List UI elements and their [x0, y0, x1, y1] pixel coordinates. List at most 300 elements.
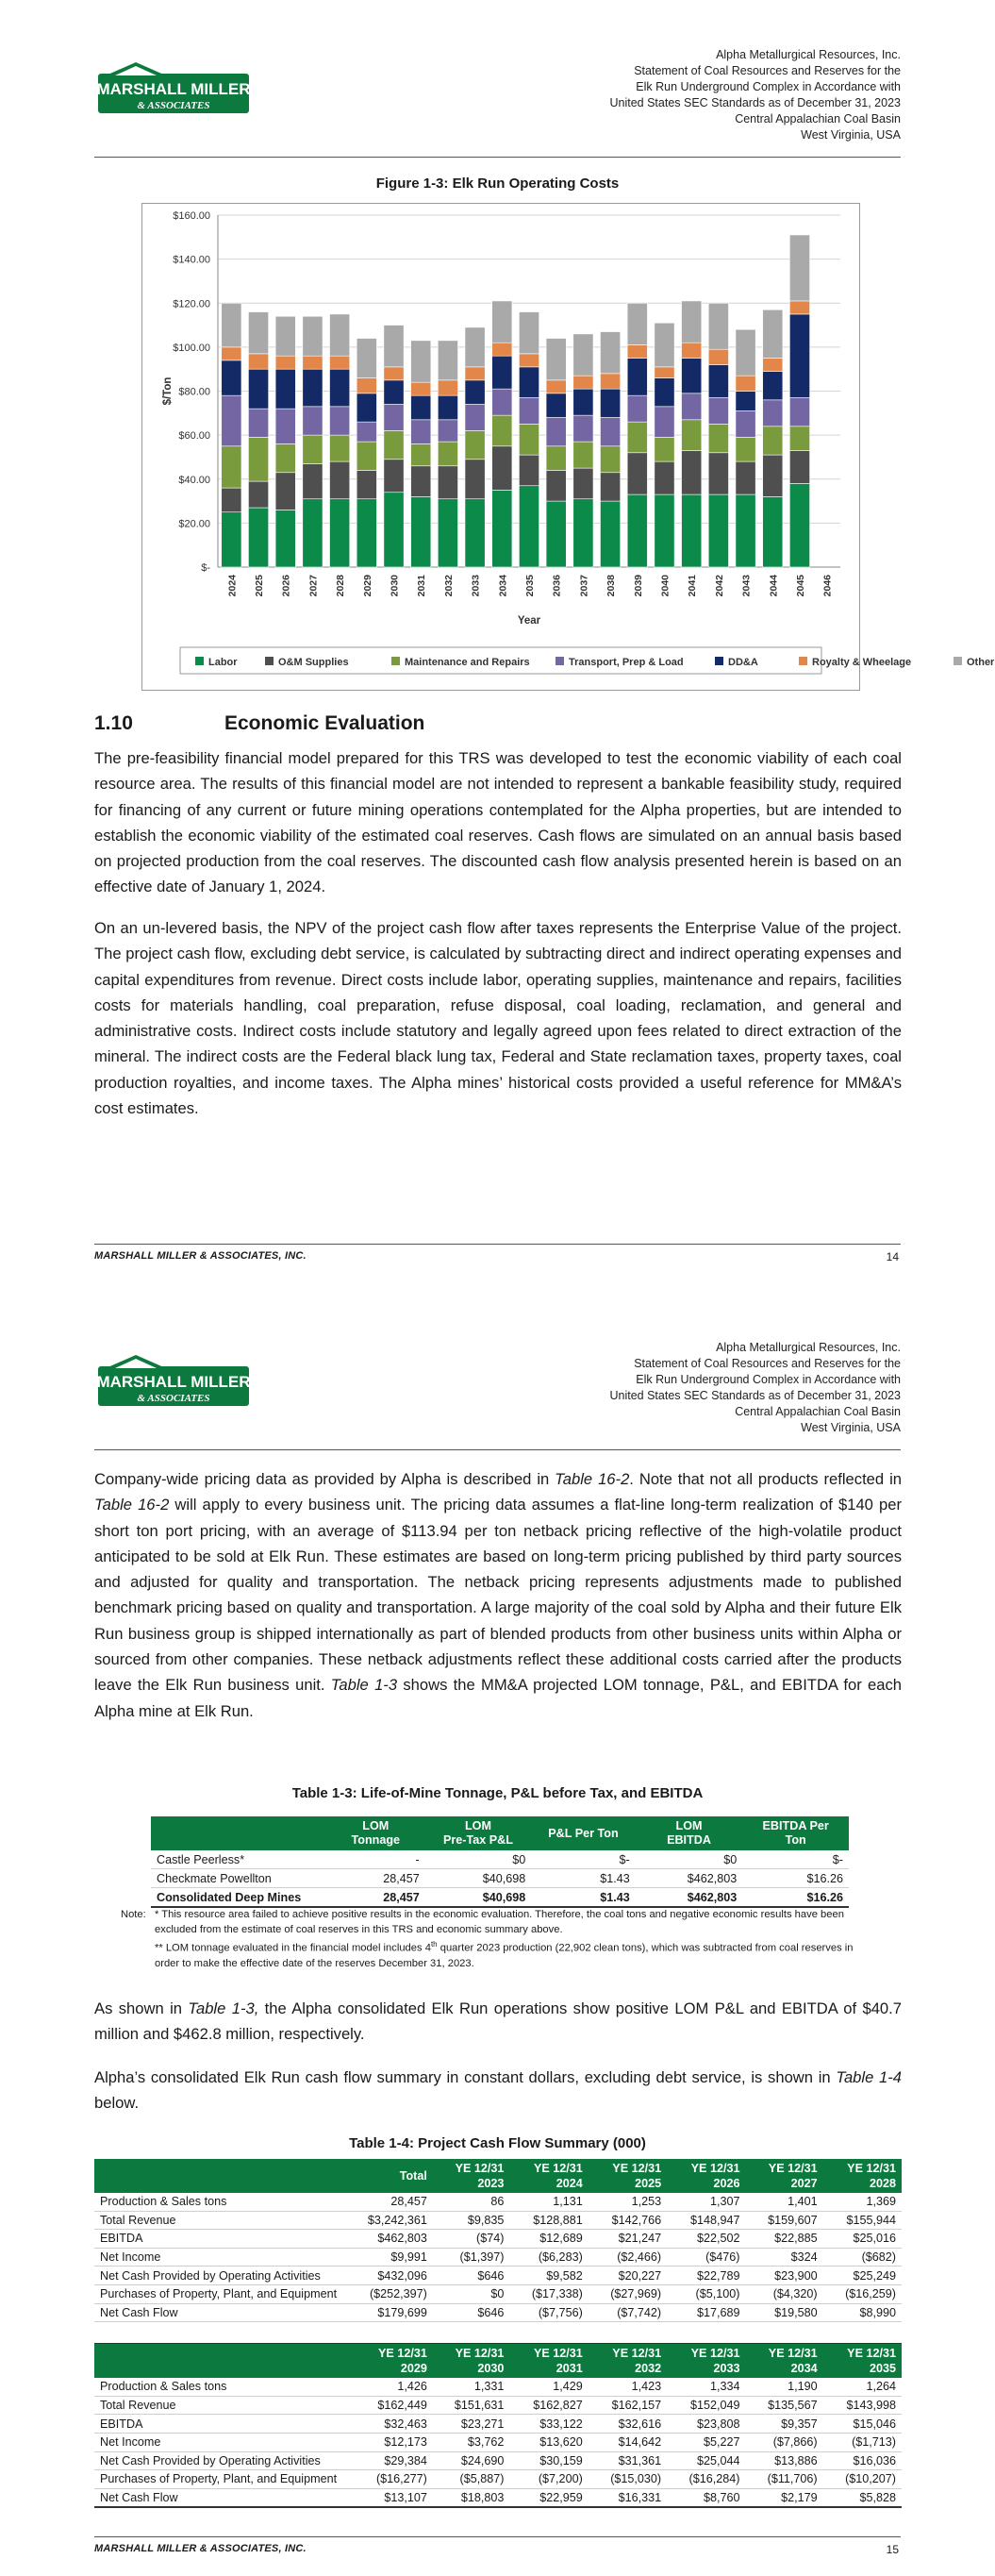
legend-label: Labor — [208, 657, 238, 668]
x-tick-label: 2027 — [307, 575, 320, 597]
bar-segment — [275, 316, 295, 356]
text-run: ** LOM tonnage evaluated in the financial model includes 4 — [155, 1942, 431, 1954]
table-cell: $13,886 — [745, 2451, 822, 2470]
table-cell: $0 — [425, 1850, 532, 1869]
table-cell: $646 — [433, 2303, 510, 2322]
table-cell: ($16,259) — [823, 2284, 902, 2303]
table-cell: ($1,397) — [433, 2248, 510, 2267]
table-cell: $9,357 — [745, 2415, 822, 2434]
x-tick-label: 2043 — [740, 575, 753, 597]
header-line: United States SEC Standards as of December 31, 2023 — [609, 96, 901, 109]
table-cell: 1,331 — [433, 2378, 510, 2396]
bar-segment — [248, 481, 268, 508]
row-label: Production & Sales tons — [94, 2193, 343, 2211]
bar-segment — [682, 343, 702, 358]
table-cell: 86 — [433, 2193, 510, 2211]
x-tick-label: 2035 — [524, 575, 536, 597]
bar-segment — [330, 407, 350, 435]
legend-label: Transport, Prep & Load — [569, 657, 684, 668]
header-line: Statement of Coal Resources and Reserves for the — [634, 64, 901, 77]
bar-segment — [546, 339, 566, 380]
bar-segment — [465, 327, 485, 367]
x-tick-label: 2031 — [416, 575, 428, 597]
bar-segment — [330, 461, 350, 499]
text-run: shows the MM&A projected LOM tonnage, P&L, and EBITDA for each Alpha mine at Elk Run. — [94, 1676, 902, 1720]
page-14 — [0, 0, 995, 1283]
bar-segment — [655, 407, 674, 438]
table-cell: $21,247 — [589, 2230, 667, 2249]
table-cell: $9,582 — [509, 2267, 588, 2285]
bar-segment — [682, 359, 702, 393]
bar-segment — [573, 389, 593, 415]
bar-segment — [546, 393, 566, 418]
row-label: Checkmate Powellton — [151, 1869, 326, 1888]
table-cell: $142,766 — [589, 2211, 667, 2230]
table-cell: $15,046 — [823, 2415, 902, 2434]
table-cell: $22,789 — [667, 2267, 745, 2285]
bar-segment — [248, 437, 268, 481]
paragraph-lom-summary — [94, 1996, 902, 2048]
bar-segment — [438, 395, 457, 420]
x-tick-label: 2029 — [361, 575, 373, 597]
column-header: YE 12/31 2028 — [823, 2159, 902, 2193]
table-cell: $5,828 — [823, 2488, 902, 2507]
y-tick-label: $120.00 — [173, 298, 210, 310]
text-run: As shown in — [94, 1999, 189, 2017]
header-divider — [94, 157, 901, 158]
spacer-cell — [509, 2322, 588, 2344]
column-header: YE 12/31 2025 — [589, 2159, 667, 2193]
table-cell: $1.43 — [531, 1869, 635, 1888]
bar-segment — [303, 463, 323, 498]
bar-segment — [763, 455, 783, 496]
table-cell: $8,760 — [667, 2488, 745, 2507]
table-cell: $646 — [433, 2267, 510, 2285]
bar-segment — [465, 430, 485, 459]
header-divider — [94, 1449, 901, 1450]
bar-segment — [384, 326, 404, 367]
x-tick-label: 2037 — [578, 575, 590, 597]
header-line: West Virginia, USA — [801, 128, 901, 142]
bar-segment — [222, 488, 241, 512]
bar-segment — [492, 446, 512, 491]
table-cell: ($476) — [667, 2248, 745, 2267]
table-cell: $40,698 — [425, 1888, 532, 1908]
table-cell: $148,947 — [667, 2211, 745, 2230]
table-cell: 28,457 — [343, 2193, 433, 2211]
note-line-2 — [155, 1937, 871, 1971]
bar-segment — [275, 510, 295, 567]
bar-segment — [736, 410, 755, 437]
column-header — [94, 2159, 343, 2193]
table-cell: $25,044 — [667, 2451, 745, 2470]
header-line: West Virginia, USA — [801, 1421, 901, 1434]
table-cell: $19,580 — [745, 2303, 822, 2322]
table-cell: $179,699 — [343, 2303, 433, 2322]
x-tick-label: 2032 — [442, 575, 455, 597]
table-cell: $33,122 — [509, 2415, 588, 2434]
table-cell: 1,131 — [509, 2193, 588, 2211]
bar-segment — [789, 314, 809, 398]
header-line: Central Appalachian Coal Basin — [735, 1405, 901, 1418]
table-cell: ($11,706) — [745, 2470, 822, 2489]
x-tick-label: 2045 — [794, 575, 806, 597]
paragraph-cash-flow — [94, 2065, 902, 2116]
bar-segment — [708, 453, 728, 494]
bar-segment — [708, 494, 728, 567]
table-cell: ($2,466) — [589, 2248, 667, 2267]
bar-segment — [627, 422, 647, 453]
table-cell: $22,959 — [509, 2488, 588, 2507]
table-cell: 1,401 — [745, 2193, 822, 2211]
table-cell: $162,449 — [343, 2396, 433, 2415]
bar-segment — [600, 374, 620, 389]
table-cell: ($10,207) — [823, 2470, 902, 2489]
row-label: Total Revenue — [94, 2211, 343, 2230]
text-run: Alpha’s consolidated Elk Run cash flow summary in constant dollars, excluding debt service, is shown in — [94, 2068, 837, 2086]
y-tick-label: $20.00 — [178, 518, 210, 530]
spacer-cell — [823, 2322, 902, 2344]
bar-segment — [465, 367, 485, 380]
table-cell: $151,631 — [433, 2396, 510, 2415]
header-line: Central Appalachian Coal Basin — [735, 112, 901, 125]
bar-segment — [357, 378, 376, 393]
column-header: YE 12/31 2031 — [509, 2344, 588, 2379]
table-cell: $13,620 — [509, 2433, 588, 2451]
y-tick-label: $160.00 — [173, 210, 210, 222]
table-cell: ($6,283) — [509, 2248, 588, 2267]
bar-segment — [465, 460, 485, 499]
table-row — [94, 2193, 902, 2211]
bar-segment — [411, 443, 431, 465]
table-cell: ($27,969) — [589, 2284, 667, 2303]
y-tick-label: $100.00 — [173, 342, 210, 354]
legend-swatch — [265, 657, 274, 665]
header-info — [609, 1340, 901, 1436]
bar-segment — [573, 442, 593, 468]
table-cell: ($5,100) — [667, 2284, 745, 2303]
bar-segment — [275, 443, 295, 472]
column-header: LOM Tonnage — [326, 1816, 425, 1850]
bar-segment — [222, 360, 241, 395]
table-row — [94, 2230, 902, 2249]
bar-segment — [222, 303, 241, 347]
bar-segment — [357, 499, 376, 567]
table-1-4 — [94, 2159, 902, 2508]
table-row — [94, 2284, 902, 2303]
table-cell: $25,249 — [823, 2267, 902, 2285]
table-cell: $159,607 — [745, 2211, 822, 2230]
legend-swatch — [195, 657, 204, 665]
column-header: YE 12/31 2027 — [745, 2159, 822, 2193]
table-row — [94, 2451, 902, 2470]
bar-segment — [519, 354, 539, 367]
table-cell: 28,457 — [326, 1888, 425, 1908]
bar-segment — [438, 442, 457, 466]
bar-segment — [222, 395, 241, 446]
paragraph-pricing — [94, 1466, 902, 1724]
table-cell: $8,990 — [823, 2303, 902, 2322]
bar-segment — [627, 303, 647, 344]
header-line: Alpha Metallurgical Resources, Inc. — [716, 1341, 901, 1354]
spacer-row — [94, 2322, 902, 2344]
page-15 — [0, 1293, 995, 2576]
legend-label: Maintenance and Repairs — [405, 657, 530, 668]
x-tick-label: 2033 — [470, 575, 482, 597]
bar-segment — [763, 309, 783, 358]
bar-segment — [519, 486, 539, 567]
column-header: LOM EBITDA — [636, 1816, 743, 1850]
table-cell: $23,271 — [433, 2415, 510, 2434]
header-info — [609, 47, 901, 143]
row-label: Net Income — [94, 2433, 343, 2451]
bar-segment — [411, 341, 431, 382]
x-tick-label: 2025 — [254, 575, 266, 597]
table-cell: $16.26 — [742, 1888, 849, 1908]
row-label: Net Income — [94, 2248, 343, 2267]
bar-segment — [600, 473, 620, 501]
x-tick-label: 2030 — [389, 575, 401, 597]
bar-segment — [789, 301, 809, 314]
legend-swatch — [799, 657, 807, 665]
bar-segment — [546, 380, 566, 393]
bar-segment — [303, 435, 323, 463]
table-cell: $0 — [433, 2284, 510, 2303]
legend-swatch — [391, 657, 400, 665]
legend-label: DD&A — [728, 657, 758, 668]
note-label: Note: — [121, 1909, 146, 1920]
bar-segment — [708, 303, 728, 349]
bar-segment — [492, 490, 512, 567]
bar-segment — [275, 356, 295, 369]
spacer-cell — [433, 2322, 510, 2344]
company-logo — [98, 62, 249, 113]
column-header — [151, 1816, 326, 1850]
table-cell: $324 — [745, 2248, 822, 2267]
table-cell: $32,616 — [589, 2415, 667, 2434]
table-cell: 1,423 — [589, 2378, 667, 2396]
table-cell: $22,502 — [667, 2230, 745, 2249]
table-cell: $152,049 — [667, 2396, 745, 2415]
bar-segment — [546, 501, 566, 567]
page-number: 14 — [886, 1250, 899, 1263]
bar-segment — [627, 494, 647, 567]
bar-segment — [411, 395, 431, 420]
bar-segment — [519, 455, 539, 486]
bar-segment — [600, 446, 620, 473]
row-label: Purchases of Property, Plant, and Equipment — [94, 2284, 343, 2303]
bar-segment — [546, 446, 566, 471]
bar-segment — [438, 499, 457, 567]
table-1-3 — [151, 1816, 849, 1908]
bar-segment — [682, 420, 702, 451]
table-cell: $25,016 — [823, 2230, 902, 2249]
bar-segment — [655, 378, 674, 407]
y-tick-label: $140.00 — [173, 254, 210, 266]
paragraph-economic-evaluation-2: On an un-levered basis, the NPV of the project cash flow after taxes represents the Enterprise Value of the project. The project cash flow, excluding debt service, is calculated by subtracting direct and indirect operating expenses and capital expenditures from revenue. Direct costs include labor, operating supplies, maintenance and repairs, facilities costs for materials handling, coal preparation, refuse disposal, coal loading, reclamation, and general and administrative costs. Indirect costs include statutory and legally agreed upon fees related to direct extraction of the mineral. The indirect costs are the Federal black lung tax, Federal and State reclamation taxes, property taxes, coal production royalties, and income taxes. The Alpha mines’ historical costs provided a useful reference for MM&A’s cost estimates. — [94, 919, 902, 1118]
bar-segment — [736, 329, 755, 376]
column-header: EBITDA Per Ton — [742, 1816, 849, 1850]
table-cell: $32,463 — [343, 2415, 433, 2434]
table-cell: $16.26 — [742, 1869, 849, 1888]
table-cell: $40,698 — [425, 1869, 532, 1888]
bar-segment — [573, 499, 593, 567]
bar-segment — [708, 365, 728, 398]
table-cell: $432,096 — [343, 2267, 433, 2285]
table-cell: ($15,030) — [589, 2470, 667, 2489]
x-tick-label: 2042 — [713, 575, 725, 597]
bar-segment — [573, 376, 593, 389]
bar-segment — [248, 508, 268, 567]
table-row — [94, 2433, 902, 2451]
bar-segment — [736, 437, 755, 461]
bar-segment — [303, 316, 323, 356]
table-total-row — [151, 1888, 849, 1908]
table-cell: $29,384 — [343, 2451, 433, 2470]
bar-segment — [275, 369, 295, 409]
table-cell: $462,803 — [343, 2230, 433, 2249]
table-cell: ($682) — [823, 2248, 902, 2267]
column-header: LOM Pre-Tax P&L — [425, 1816, 532, 1850]
table-row — [94, 2211, 902, 2230]
bar-segment — [655, 367, 674, 378]
bar-segment — [627, 453, 647, 494]
bar-segment — [330, 499, 350, 567]
legend-swatch — [715, 657, 723, 665]
bar-segment — [736, 376, 755, 391]
table-cell: $0 — [636, 1850, 743, 1869]
table-cell: $135,567 — [745, 2396, 822, 2415]
bar-segment — [384, 430, 404, 459]
row-label: Production & Sales tons — [94, 2378, 343, 2396]
header-line: Elk Run Underground Complex in Accordance with — [636, 1373, 901, 1386]
note-line-1: * This resource area failed to achieve positive results in the economic evaluation. Therefore, the coal tons and negative economic results have been excluded from the estimate of coal reserves in this TRS and economic summary above. — [155, 1909, 844, 1935]
bar-segment — [600, 389, 620, 417]
table-row — [94, 2470, 902, 2489]
logo-text-top: MARSHALL MILLER — [96, 80, 251, 98]
bar-segment — [492, 356, 512, 389]
bar-segment — [222, 446, 241, 488]
bar-segment — [248, 354, 268, 369]
logo-text-bottom: & ASSOCIATES — [137, 100, 210, 111]
table-cell: 28,457 — [326, 1869, 425, 1888]
table-row — [94, 2488, 902, 2507]
column-header: YE 12/31 2035 — [823, 2344, 902, 2379]
bar-segment — [438, 341, 457, 380]
row-label: EBITDA — [94, 2415, 343, 2434]
table-row — [94, 2267, 902, 2285]
bar-segment — [763, 427, 783, 455]
spacer-cell — [667, 2322, 745, 2344]
table-cell: 1,190 — [745, 2378, 822, 2396]
bar-segment — [708, 349, 728, 364]
column-header: Total — [343, 2159, 433, 2193]
section-number: 1.10 — [94, 712, 133, 734]
table-reference: Table 1-4 — [836, 2068, 902, 2086]
table-row — [151, 1850, 849, 1869]
logo-text-bottom: & ASSOCIATES — [137, 1393, 210, 1404]
table-cell: $12,173 — [343, 2433, 433, 2451]
table-cell: $1.43 — [531, 1888, 635, 1908]
bar-segment — [384, 493, 404, 567]
table-cell: $12,689 — [509, 2230, 588, 2249]
row-label: Castle Peerless* — [151, 1850, 326, 1869]
table-cell: ($1,713) — [823, 2433, 902, 2451]
table-header-row — [151, 1816, 849, 1850]
page-number: 15 — [886, 2543, 899, 2556]
y-tick-label: $40.00 — [178, 474, 210, 486]
header-line: Elk Run Underground Complex in Accordance with — [636, 80, 901, 93]
table-cell: $462,803 — [636, 1869, 743, 1888]
header-line: Alpha Metallurgical Resources, Inc. — [716, 48, 901, 61]
bar-segment — [519, 397, 539, 424]
bar-segment — [682, 301, 702, 343]
spacer-cell — [343, 2322, 433, 2344]
bar-segment — [519, 424, 539, 455]
bar-segment — [492, 301, 512, 343]
bar-segment — [546, 470, 566, 501]
legend-swatch — [954, 657, 962, 665]
table-cell: 1,307 — [667, 2193, 745, 2211]
table-cell: $128,881 — [509, 2211, 588, 2230]
table-cell: 1,369 — [823, 2193, 902, 2211]
bar-segment — [330, 314, 350, 356]
column-header — [94, 2344, 343, 2379]
bar-segment — [627, 359, 647, 396]
legend-swatch — [556, 657, 564, 665]
bar-segment — [682, 494, 702, 567]
table-cell: ($7,756) — [509, 2303, 588, 2322]
bar-segment — [438, 420, 457, 442]
bar-segment — [330, 356, 350, 369]
table-cell: $14,642 — [589, 2433, 667, 2451]
x-tick-label: 2024 — [226, 575, 239, 597]
x-axis-title: Year — [517, 615, 541, 627]
spacer-cell — [589, 2322, 667, 2344]
table-cell: ($7,866) — [745, 2433, 822, 2451]
table-cell: $17,689 — [667, 2303, 745, 2322]
table-cell: ($17,338) — [509, 2284, 588, 2303]
bar-segment — [248, 369, 268, 409]
table-row — [94, 2248, 902, 2267]
column-header: YE 12/31 2033 — [667, 2344, 745, 2379]
bar-segment — [275, 409, 295, 443]
section-title-text: Economic Evaluation — [224, 712, 425, 734]
bar-segment — [763, 400, 783, 427]
table-cell: $20,227 — [589, 2267, 667, 2285]
table-cell: $9,991 — [343, 2248, 433, 2267]
bar-segment — [384, 367, 404, 380]
bar-segment — [573, 415, 593, 442]
table-cell: 1,429 — [509, 2378, 588, 2396]
column-header: YE 12/31 2032 — [589, 2344, 667, 2379]
x-tick-label: 2040 — [659, 575, 672, 597]
bar-segment — [763, 372, 783, 400]
bar-segment — [357, 442, 376, 470]
x-tick-label: 2028 — [335, 575, 347, 597]
column-header: YE 12/31 2029 — [343, 2344, 433, 2379]
table-cell: $18,803 — [433, 2488, 510, 2507]
footer-company: MARSHALL MILLER & ASSOCIATES, INC. — [94, 1250, 307, 1262]
bar-segment — [492, 415, 512, 446]
bar-segment — [303, 369, 323, 407]
table-cell: ($16,277) — [343, 2470, 433, 2489]
table-reference: Table 16-2 — [555, 1470, 630, 1488]
bar-segment — [492, 343, 512, 356]
column-header: YE 12/31 2026 — [667, 2159, 745, 2193]
table-cell: $9,835 — [433, 2211, 510, 2230]
bar-segment — [708, 424, 728, 452]
